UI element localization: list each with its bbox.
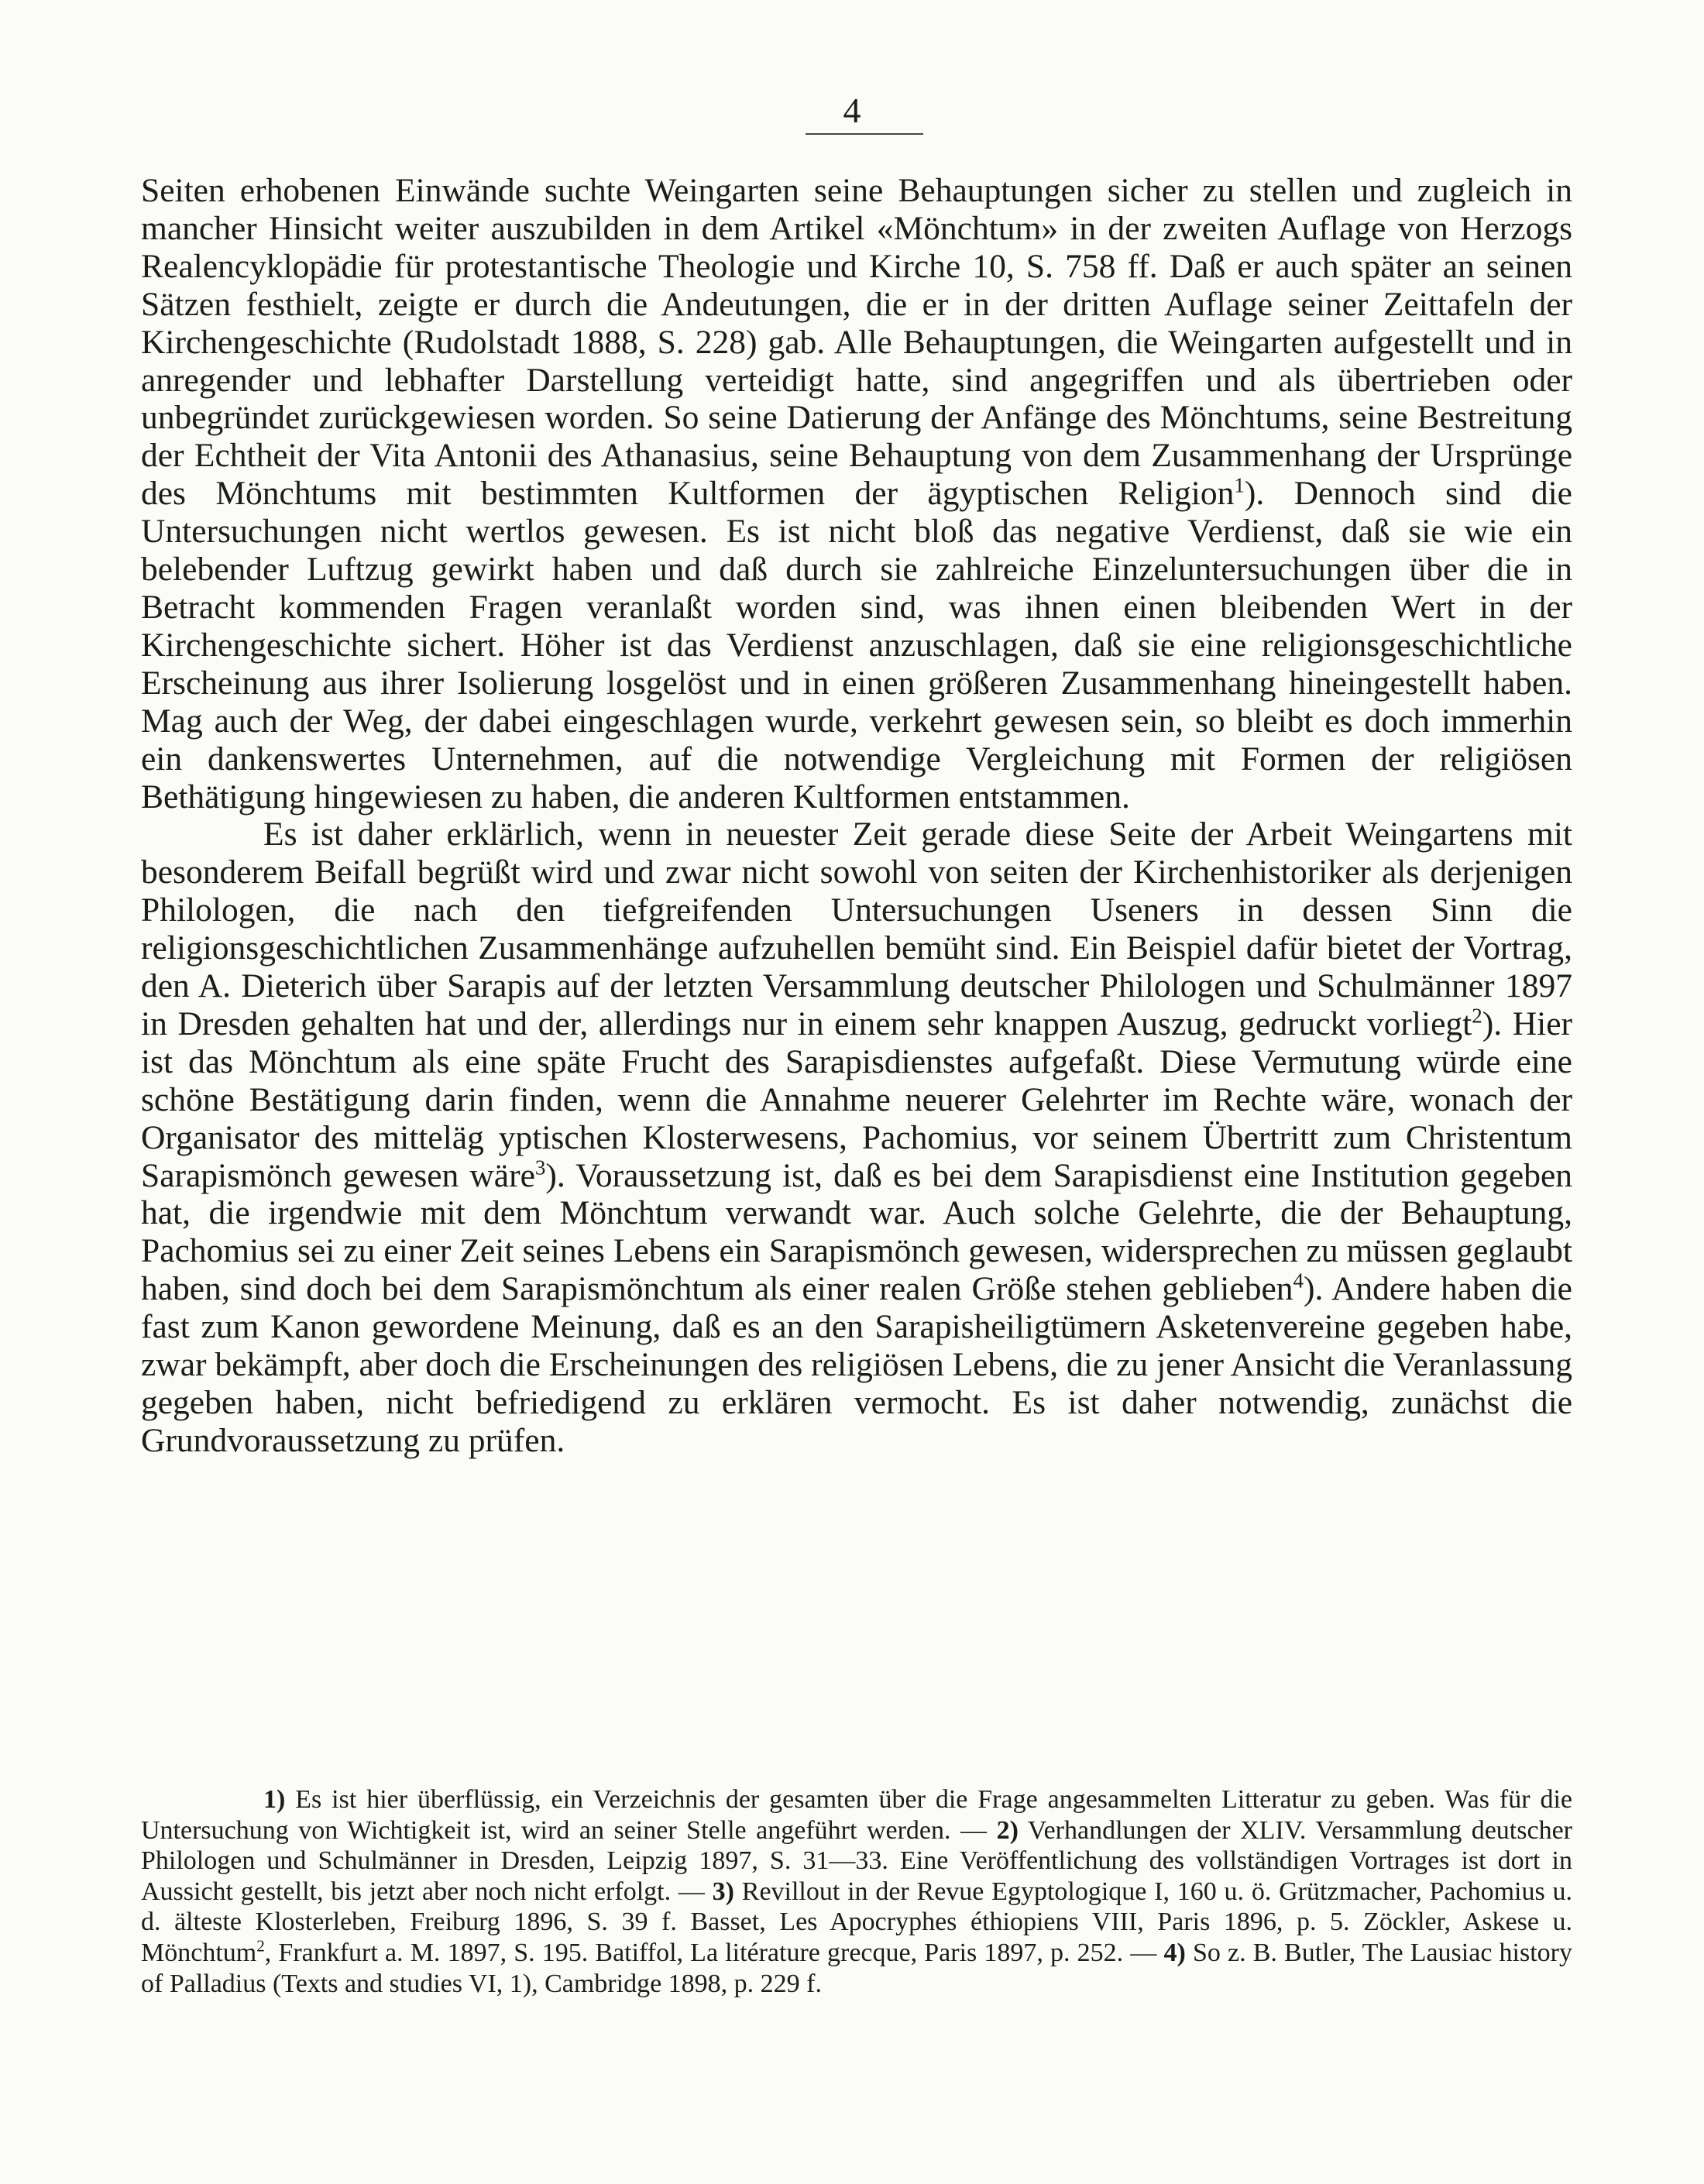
footnote-reference: 3	[534, 1156, 546, 1180]
text-run: ). Dennoch sind die Untersuchungen nicht wertlos gewesen. Es ist nicht bloß das negative Verdienst, daß sie wie ein belebender Luftzug gewirkt haben und daß durch sie zahlreiche Einzeluntersuchungen über die in Betracht kommenden Fragen veranlaßt worden sind, was ihnen einen bleibenden Wert in der Kirchengeschichte sichert. Höher ist das Verdienst anzuschlagen, daß sie eine religionsgeschichtliche Erscheinung aus ihrer Isolierung losgelöst und in einen größeren Zusammenhang hineingestellt haben. Mag auch der Weg, der dabei eingeschlagen wurde, verkehrt gewesen sein, so bleibt es doch immerhin ein dankenswertes Unternehmen, auf die notwendige Vergleichung mit Formen der religiösen Bethätigung hingewiesen zu haben, die anderen Kultformen entstammen.	[141, 475, 1572, 816]
text-run: ). Voraussetzung ist, daß es bei dem Sarapisdienst eine Institution gegeben hat, die irgendwie mit dem Mönchtum verwandt war. Auch solche Gelehrte, die der Behauptung, Pachomius sei zu einer Zeit seines Lebens ein Sarapismönch gewesen, widersprechen zu müssen geglaubt haben, sind doch bei dem Sarapismönchtum als einer realen Größe stehen geblieben	[141, 1156, 1573, 1308]
text-run: Es ist daher erklärlich, wenn in neuester Zeit gerade diese Seite der Arbeit Weingartens mit besonderem Beifall begrüßt wird und zwar nicht sowohl von seiten der Kirchenhistoriker als derjenigen Philologen, die nach den tiefgreifenden Untersuchungen Useners in dessen Sinn die religionsgeschichtlichen Zusammenhänge aufzuhellen bemüht sind. Ein Beispiel dafür bietet der Vortrag, den A. Dieterich über Sarapis auf der letzten Versammlung deutscher Philologen und Schulmänner 1897 in Dresden gehalten hat und der, allerdings nur in einem sehr knappen Auszug, gedruckt vorliegt	[141, 816, 1572, 1042]
footnote-text: So z. B. Butler, The Lausiac history of Palladius (Texts and studies VI, 1), Cambridge 1898, p. 229 f.	[141, 1938, 1572, 1998]
body-paragraph	[141, 816, 1572, 1459]
footnotes	[141, 1784, 1572, 1999]
superscript: 2	[256, 1936, 265, 1956]
footnote-mark: 2)	[996, 1815, 1019, 1845]
text-run: ). Andere haben die fast zum Kanon gewordene Meinung, daß es an den Sarapisheiligtümern Asketenvereine gegeben habe, zwar bekämpft, aber doch die Erscheinungen des religiösen Lebens, die zu jener Ansicht die Veranlassung gegeben haben, nicht befriedigend zu erklären vermocht. Es ist daher notwendig, zunächst die Grundvoraussetzung zu prüfen.	[141, 1270, 1572, 1459]
body-paragraph	[141, 172, 1572, 816]
footnote-text: Revillout in der Revue Egyptologique I, 160 u. ö. Grützmacher, Pachomius u. d. älteste Klosterleben, Freiburg 1896, S. 39 f. Basset, Les Apocryphes éthiopiens VIII, Paris 1896, p. 5. Zöckler, Askese u. Mönchtum	[141, 1877, 1572, 1967]
page-number-rule	[806, 133, 923, 135]
footnote-text: , Frankfurt a. M. 1897, S. 195. Batiffol, La litérature grecque, Paris 1897, p. 252. —	[264, 1938, 1164, 1967]
footnote-reference: 2	[1472, 1004, 1482, 1028]
text-run: ). Hier ist das Mönchtum als eine späte Frucht des Sarapisdienstes aufgefaßt. Diese Vermutung würde eine schöne Bestätigung darin finden, wenn die Annahme neuerer Gelehrter im Rechte wäre, wonach der Organisator des mitteläg yptischen Klosterwesens, Pachomius, vor seinem Übertritt zum Christentum Sarapismönch gewesen wäre	[141, 1004, 1572, 1194]
footnote-mark: 3)	[712, 1877, 734, 1906]
footnote-reference: 1	[1234, 473, 1245, 497]
footnote-mark: 4)	[1163, 1938, 1186, 1967]
footnote-reference: 4	[1293, 1269, 1304, 1293]
footnote-text: Es ist hier überflüssig, ein Verzeichnis der gesamten über die Frage angesammelten Litteratur zu geben. Was für die Untersuchung von Wichtigkeit ist, wird an seiner Stelle angeführt werden. —	[141, 1785, 1572, 1845]
text-run: Seiten erhobenen Einwände suchte Weingarten seine Behauptungen sicher zu stellen und zugleich in mancher Hinsicht weiter auszubilden in dem Artikel «Mönchtum» in der zweiten Auflage von Herzogs Realencyklopädie für protestantische Theologie und Kirche 10, S. 758 ff. Daß er auch später an seinen Sätzen festhielt, zeigte er durch die Andeutungen, die er in der dritten Auflage seiner Zeittafeln der Kirchengeschichte (Rudolstadt 1888, S. 228) gab. Alle Behauptungen, die Weingarten aufgestellt und in anregender und lebhafter Darstellung verteidigt hatte, sind angegriffen und als übertrieben oder unbegründet zurückgewiesen worden. So seine Datierung der Anfänge des Mönchtums, seine Bestreitung der Echtheit der Vita Antonii des Athanasius, seine Behauptung von dem Zusammenhang der Ursprünge des Mönchtums mit bestimmten Kultformen der ägyptischen Religion	[141, 172, 1572, 513]
page-number: 4	[843, 91, 861, 130]
body-text	[141, 172, 1572, 1460]
footnote-mark: 1)	[263, 1785, 286, 1814]
footnote-text: Verhandlungen der XLIV. Versammlung deutscher Philologen und Schulmänner in Dresden, Leipzig 1897, S. 31—33. Eine Veröffentlichung des vollständigen Vortrages ist dort in Aussicht gestellt, bis jetzt aber noch nicht erfolgt. —	[141, 1815, 1572, 1906]
footnote-paragraph	[141, 1784, 1572, 1999]
